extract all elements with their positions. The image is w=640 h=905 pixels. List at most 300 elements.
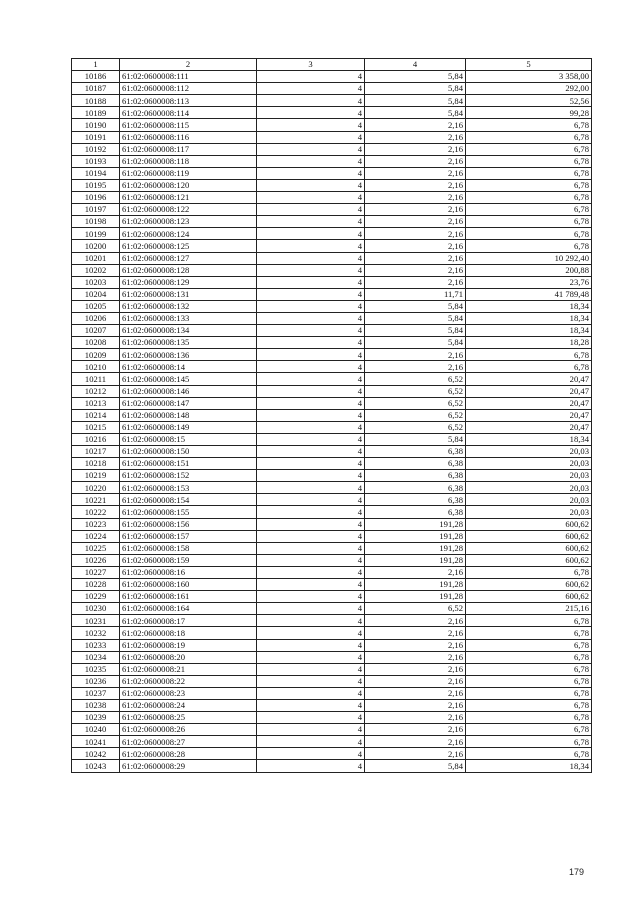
value-5-cell: 6,78 (466, 748, 592, 760)
value-5-cell: 6,78 (466, 687, 592, 699)
value-4-cell: 2,16 (365, 736, 466, 748)
value-5-cell: 6,78 (466, 639, 592, 651)
table-row (72, 71, 592, 83)
table-row (72, 312, 592, 324)
category-cell: 4 (257, 494, 365, 506)
category-cell: 4 (257, 603, 365, 615)
value-5-cell: 20,47 (466, 409, 592, 421)
value-4-cell: 5,84 (365, 71, 466, 83)
value-4-cell: 6,38 (365, 494, 466, 506)
row-number-cell: 10227 (72, 566, 120, 578)
category-cell: 4 (257, 107, 365, 119)
value-5-cell: 20,47 (466, 385, 592, 397)
table-row (72, 300, 592, 312)
cadastral-number-cell: 61:02:0600008:127 (120, 252, 257, 264)
cadastral-number-cell: 61:02:0600008:16 (120, 566, 257, 578)
table-row (72, 179, 592, 191)
row-number-cell: 10203 (72, 276, 120, 288)
table-row (72, 675, 592, 687)
column-header-5: 5 (466, 59, 592, 71)
row-number-cell: 10187 (72, 83, 120, 95)
row-number-cell: 10231 (72, 615, 120, 627)
row-number-cell: 10201 (72, 252, 120, 264)
row-number-cell: 10229 (72, 591, 120, 603)
category-cell: 4 (257, 566, 365, 578)
value-5-cell: 18,34 (466, 300, 592, 312)
category-cell: 4 (257, 639, 365, 651)
value-4-cell: 2,16 (365, 204, 466, 216)
category-cell: 4 (257, 83, 365, 95)
value-4-cell: 2,16 (365, 663, 466, 675)
category-cell: 4 (257, 433, 365, 445)
value-4-cell: 2,16 (365, 712, 466, 724)
cadastral-number-cell: 61:02:0600008:156 (120, 518, 257, 530)
row-number-cell: 10235 (72, 663, 120, 675)
cadastral-number-cell: 61:02:0600008:121 (120, 192, 257, 204)
table-row (72, 699, 592, 711)
row-number-cell: 10190 (72, 119, 120, 131)
value-4-cell: 5,84 (365, 337, 466, 349)
table-row (72, 337, 592, 349)
table-row (72, 591, 592, 603)
value-5-cell: 20,47 (466, 373, 592, 385)
category-cell: 4 (257, 651, 365, 663)
cadastral-number-cell: 61:02:0600008:164 (120, 603, 257, 615)
cadastral-number-cell: 61:02:0600008:131 (120, 288, 257, 300)
category-cell: 4 (257, 119, 365, 131)
page-number: 179 (568, 867, 584, 877)
table-row (72, 482, 592, 494)
table-header-row (72, 59, 592, 71)
table-row (72, 325, 592, 337)
category-cell: 4 (257, 530, 365, 542)
value-5-cell: 20,47 (466, 421, 592, 433)
category-cell: 4 (257, 349, 365, 361)
value-4-cell: 5,84 (365, 433, 466, 445)
value-4-cell: 6,52 (365, 397, 466, 409)
table-row (72, 748, 592, 760)
category-cell: 4 (257, 385, 365, 397)
value-5-cell: 23,76 (466, 276, 592, 288)
value-5-cell: 6,78 (466, 192, 592, 204)
value-4-cell: 2,16 (365, 264, 466, 276)
value-5-cell: 18,34 (466, 312, 592, 324)
row-number-cell: 10226 (72, 554, 120, 566)
row-number-cell: 10237 (72, 687, 120, 699)
value-4-cell: 2,16 (365, 131, 466, 143)
category-cell: 4 (257, 446, 365, 458)
cadastral-number-cell: 61:02:0600008:26 (120, 724, 257, 736)
cadastral-number-cell: 61:02:0600008:136 (120, 349, 257, 361)
table-row (72, 712, 592, 724)
table-row (72, 506, 592, 518)
table-row (72, 409, 592, 421)
category-cell: 4 (257, 71, 365, 83)
category-cell: 4 (257, 337, 365, 349)
row-number-cell: 10209 (72, 349, 120, 361)
row-number-cell: 10239 (72, 712, 120, 724)
table-row (72, 494, 592, 506)
cadastral-number-cell: 61:02:0600008:112 (120, 83, 257, 95)
value-5-cell: 41 789,48 (466, 288, 592, 300)
value-5-cell: 20,03 (466, 446, 592, 458)
table-row (72, 228, 592, 240)
value-5-cell: 6,78 (466, 143, 592, 155)
table-row (72, 252, 592, 264)
value-5-cell: 10 292,40 (466, 252, 592, 264)
row-number-cell: 10206 (72, 312, 120, 324)
value-5-cell: 600,62 (466, 542, 592, 554)
value-4-cell: 2,16 (365, 687, 466, 699)
value-4-cell: 2,16 (365, 276, 466, 288)
category-cell: 4 (257, 167, 365, 179)
cadastral-number-cell: 61:02:0600008:122 (120, 204, 257, 216)
row-number-cell: 10240 (72, 724, 120, 736)
category-cell: 4 (257, 470, 365, 482)
row-number-cell: 10234 (72, 651, 120, 663)
table-row (72, 373, 592, 385)
value-4-cell: 2,16 (365, 361, 466, 373)
table-row (72, 131, 592, 143)
value-4-cell: 2,16 (365, 615, 466, 627)
table-row (72, 518, 592, 530)
value-4-cell: 2,16 (365, 228, 466, 240)
value-4-cell: 2,16 (365, 119, 466, 131)
value-4-cell: 5,84 (365, 325, 466, 337)
cadastral-number-cell: 61:02:0600008:21 (120, 663, 257, 675)
row-number-cell: 10242 (72, 748, 120, 760)
category-cell: 4 (257, 615, 365, 627)
value-5-cell: 6,78 (466, 361, 592, 373)
table-row (72, 603, 592, 615)
category-cell: 4 (257, 748, 365, 760)
register-table (71, 58, 592, 773)
table-row (72, 167, 592, 179)
cadastral-number-cell: 61:02:0600008:147 (120, 397, 257, 409)
cadastral-number-cell: 61:02:0600008:146 (120, 385, 257, 397)
row-number-cell: 10204 (72, 288, 120, 300)
table-row (72, 349, 592, 361)
row-number-cell: 10196 (72, 192, 120, 204)
row-number-cell: 10212 (72, 385, 120, 397)
table-row (72, 651, 592, 663)
cadastral-number-cell: 61:02:0600008:18 (120, 627, 257, 639)
table-row (72, 579, 592, 591)
value-5-cell: 6,78 (466, 663, 592, 675)
cadastral-number-cell: 61:02:0600008:158 (120, 542, 257, 554)
cadastral-number-cell: 61:02:0600008:128 (120, 264, 257, 276)
value-4-cell: 6,38 (365, 446, 466, 458)
value-5-cell: 600,62 (466, 579, 592, 591)
value-5-cell: 18,34 (466, 325, 592, 337)
table-row (72, 288, 592, 300)
row-number-cell: 10210 (72, 361, 120, 373)
cadastral-number-cell: 61:02:0600008:159 (120, 554, 257, 566)
value-5-cell: 6,78 (466, 712, 592, 724)
cadastral-number-cell: 61:02:0600008:148 (120, 409, 257, 421)
value-5-cell: 6,78 (466, 566, 592, 578)
row-number-cell: 10216 (72, 433, 120, 445)
value-5-cell: 20,03 (466, 470, 592, 482)
value-5-cell: 6,78 (466, 228, 592, 240)
category-cell: 4 (257, 554, 365, 566)
table-row (72, 83, 592, 95)
value-4-cell: 6,38 (365, 458, 466, 470)
value-4-cell: 2,16 (365, 675, 466, 687)
table-row (72, 276, 592, 288)
value-4-cell: 5,84 (365, 83, 466, 95)
row-number-cell: 10223 (72, 518, 120, 530)
row-number-cell: 10189 (72, 107, 120, 119)
value-4-cell: 6,38 (365, 482, 466, 494)
value-5-cell: 600,62 (466, 554, 592, 566)
row-number-cell: 10195 (72, 179, 120, 191)
row-number-cell: 10197 (72, 204, 120, 216)
value-4-cell: 2,16 (365, 240, 466, 252)
cadastral-number-cell: 61:02:0600008:149 (120, 421, 257, 433)
table-row (72, 143, 592, 155)
cadastral-number-cell: 61:02:0600008:14 (120, 361, 257, 373)
column-header-1: 1 (72, 59, 120, 71)
row-number-cell: 10193 (72, 155, 120, 167)
category-cell: 4 (257, 264, 365, 276)
cadastral-number-cell: 61:02:0600008:153 (120, 482, 257, 494)
category-cell: 4 (257, 276, 365, 288)
cadastral-number-cell: 61:02:0600008:25 (120, 712, 257, 724)
category-cell: 4 (257, 131, 365, 143)
value-5-cell: 20,03 (466, 482, 592, 494)
value-4-cell: 2,16 (365, 566, 466, 578)
table-row (72, 397, 592, 409)
category-cell: 4 (257, 155, 365, 167)
row-number-cell: 10243 (72, 760, 120, 772)
cadastral-number-cell: 61:02:0600008:145 (120, 373, 257, 385)
category-cell: 4 (257, 409, 365, 421)
row-number-cell: 10198 (72, 216, 120, 228)
value-5-cell: 6,78 (466, 155, 592, 167)
value-5-cell: 18,34 (466, 760, 592, 772)
row-number-cell: 10200 (72, 240, 120, 252)
row-number-cell: 10215 (72, 421, 120, 433)
value-4-cell: 2,16 (365, 651, 466, 663)
category-cell: 4 (257, 482, 365, 494)
row-number-cell: 10207 (72, 325, 120, 337)
value-5-cell: 600,62 (466, 518, 592, 530)
category-cell: 4 (257, 627, 365, 639)
cadastral-number-cell: 61:02:0600008:125 (120, 240, 257, 252)
value-4-cell: 11,71 (365, 288, 466, 300)
row-number-cell: 10194 (72, 167, 120, 179)
row-number-cell: 10188 (72, 95, 120, 107)
table-row (72, 119, 592, 131)
row-number-cell: 10202 (72, 264, 120, 276)
row-number-cell: 10241 (72, 736, 120, 748)
cadastral-number-cell: 61:02:0600008:154 (120, 494, 257, 506)
table-row (72, 736, 592, 748)
table-row (72, 458, 592, 470)
category-cell: 4 (257, 192, 365, 204)
value-5-cell: 18,28 (466, 337, 592, 349)
value-4-cell: 6,38 (365, 506, 466, 518)
row-number-cell: 10222 (72, 506, 120, 518)
category-cell: 4 (257, 712, 365, 724)
value-4-cell: 5,84 (365, 300, 466, 312)
category-cell: 4 (257, 361, 365, 373)
value-4-cell: 2,16 (365, 167, 466, 179)
table-row (72, 95, 592, 107)
category-cell: 4 (257, 373, 365, 385)
value-4-cell: 191,28 (365, 591, 466, 603)
cadastral-number-cell: 61:02:0600008:135 (120, 337, 257, 349)
value-4-cell: 5,84 (365, 107, 466, 119)
value-5-cell: 6,78 (466, 349, 592, 361)
table-row (72, 687, 592, 699)
value-4-cell: 2,16 (365, 699, 466, 711)
table-row (72, 615, 592, 627)
value-5-cell: 215,16 (466, 603, 592, 615)
row-number-cell: 10224 (72, 530, 120, 542)
category-cell: 4 (257, 421, 365, 433)
cadastral-number-cell: 61:02:0600008:160 (120, 579, 257, 591)
value-4-cell: 191,28 (365, 518, 466, 530)
row-number-cell: 10217 (72, 446, 120, 458)
category-cell: 4 (257, 288, 365, 300)
row-number-cell: 10228 (72, 579, 120, 591)
cadastral-number-cell: 61:02:0600008:22 (120, 675, 257, 687)
table-row (72, 542, 592, 554)
cadastral-number-cell: 61:02:0600008:115 (120, 119, 257, 131)
table-row (72, 446, 592, 458)
category-cell: 4 (257, 736, 365, 748)
value-5-cell: 6,78 (466, 179, 592, 191)
value-5-cell: 6,78 (466, 119, 592, 131)
value-5-cell: 600,62 (466, 530, 592, 542)
value-4-cell: 2,16 (365, 155, 466, 167)
table-row (72, 724, 592, 736)
cadastral-number-cell: 61:02:0600008:27 (120, 736, 257, 748)
category-cell: 4 (257, 204, 365, 216)
category-cell: 4 (257, 591, 365, 603)
value-5-cell: 6,78 (466, 216, 592, 228)
table-row (72, 361, 592, 373)
value-4-cell: 2,16 (365, 252, 466, 264)
value-5-cell: 6,78 (466, 615, 592, 627)
row-number-cell: 10221 (72, 494, 120, 506)
category-cell: 4 (257, 397, 365, 409)
value-5-cell: 18,34 (466, 433, 592, 445)
cadastral-number-cell: 61:02:0600008:150 (120, 446, 257, 458)
cadastral-number-cell: 61:02:0600008:114 (120, 107, 257, 119)
cadastral-number-cell: 61:02:0600008:133 (120, 312, 257, 324)
value-5-cell: 6,78 (466, 167, 592, 179)
table-row (72, 421, 592, 433)
category-cell: 4 (257, 458, 365, 470)
cadastral-number-cell: 61:02:0600008:29 (120, 760, 257, 772)
cadastral-number-cell: 61:02:0600008:24 (120, 699, 257, 711)
table-row (72, 530, 592, 542)
cadastral-number-cell: 61:02:0600008:155 (120, 506, 257, 518)
value-4-cell: 5,84 (365, 312, 466, 324)
category-cell: 4 (257, 95, 365, 107)
value-4-cell: 6,52 (365, 603, 466, 615)
value-4-cell: 2,16 (365, 748, 466, 760)
table-row (72, 155, 592, 167)
cadastral-number-cell: 61:02:0600008:117 (120, 143, 257, 155)
table-row (72, 566, 592, 578)
table-row (72, 264, 592, 276)
row-number-cell: 10219 (72, 470, 120, 482)
cadastral-number-cell: 61:02:0600008:161 (120, 591, 257, 603)
category-cell: 4 (257, 252, 365, 264)
value-4-cell: 5,84 (365, 95, 466, 107)
category-cell: 4 (257, 216, 365, 228)
cadastral-number-cell: 61:02:0600008:17 (120, 615, 257, 627)
value-4-cell: 2,16 (365, 724, 466, 736)
row-number-cell: 10213 (72, 397, 120, 409)
value-4-cell: 2,16 (365, 627, 466, 639)
table-row (72, 663, 592, 675)
cadastral-number-cell: 61:02:0600008:113 (120, 95, 257, 107)
category-cell: 4 (257, 228, 365, 240)
row-number-cell: 10238 (72, 699, 120, 711)
value-5-cell: 6,78 (466, 675, 592, 687)
table-row (72, 639, 592, 651)
cadastral-number-cell: 61:02:0600008:111 (120, 71, 257, 83)
value-5-cell: 200,88 (466, 264, 592, 276)
table-row (72, 385, 592, 397)
category-cell: 4 (257, 663, 365, 675)
value-4-cell: 6,52 (365, 385, 466, 397)
table-body (72, 71, 592, 772)
column-header-3: 3 (257, 59, 365, 71)
category-cell: 4 (257, 312, 365, 324)
row-number-cell: 10230 (72, 603, 120, 615)
cadastral-number-cell: 61:02:0600008:124 (120, 228, 257, 240)
category-cell: 4 (257, 675, 365, 687)
row-number-cell: 10214 (72, 409, 120, 421)
cadastral-number-cell: 61:02:0600008:28 (120, 748, 257, 760)
row-number-cell: 10191 (72, 131, 120, 143)
value-5-cell: 52,56 (466, 95, 592, 107)
value-5-cell: 292,00 (466, 83, 592, 95)
category-cell: 4 (257, 300, 365, 312)
value-5-cell: 6,78 (466, 699, 592, 711)
cadastral-number-cell: 61:02:0600008:118 (120, 155, 257, 167)
value-4-cell: 2,16 (365, 216, 466, 228)
value-4-cell: 5,84 (365, 760, 466, 772)
category-cell: 4 (257, 518, 365, 530)
row-number-cell: 10211 (72, 373, 120, 385)
value-5-cell: 600,62 (466, 591, 592, 603)
cadastral-number-cell: 61:02:0600008:120 (120, 179, 257, 191)
value-4-cell: 191,28 (365, 554, 466, 566)
cadastral-number-cell: 61:02:0600008:20 (120, 651, 257, 663)
row-number-cell: 10236 (72, 675, 120, 687)
value-4-cell: 2,16 (365, 143, 466, 155)
table-row (72, 216, 592, 228)
cadastral-number-cell: 61:02:0600008:116 (120, 131, 257, 143)
value-5-cell: 6,78 (466, 651, 592, 663)
value-4-cell: 191,28 (365, 542, 466, 554)
cadastral-number-cell: 61:02:0600008:134 (120, 325, 257, 337)
table-row (72, 627, 592, 639)
value-4-cell: 6,52 (365, 409, 466, 421)
category-cell: 4 (257, 240, 365, 252)
value-4-cell: 6,38 (365, 470, 466, 482)
value-5-cell: 99,28 (466, 107, 592, 119)
table-row (72, 554, 592, 566)
value-5-cell: 20,03 (466, 458, 592, 470)
